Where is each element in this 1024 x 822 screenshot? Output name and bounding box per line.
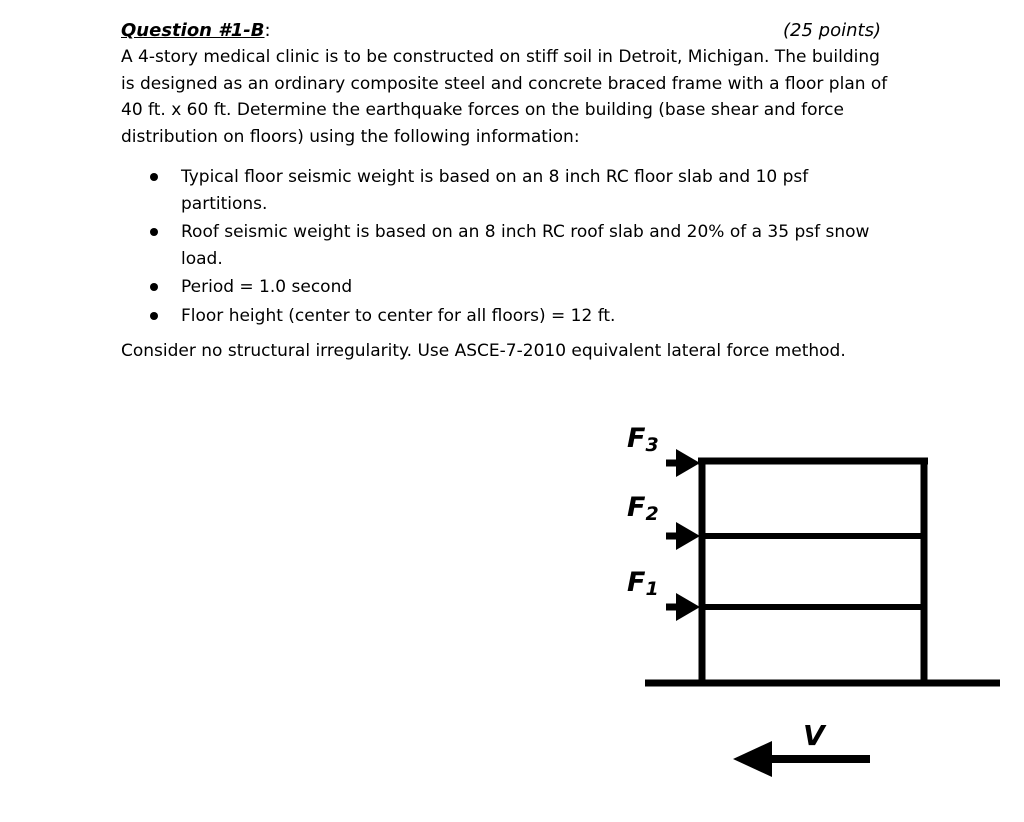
question-title: Question #1-B: [121, 20, 265, 41]
list-item-text: Period = 1.0 second: [181, 277, 353, 297]
label-f2: F2: [627, 492, 659, 525]
label-f3: F3: [627, 423, 659, 456]
list-item-text: Typical floor seismic weight is based on an 8 inch RC floor slab and 10 psf partitions.: [181, 167, 809, 214]
base-shear-arrow: [733, 741, 870, 777]
force-arrow-f2: [666, 522, 700, 550]
label-f1: F1: [627, 567, 659, 600]
list-item-text: Roof seismic weight is based on an 8 inch RC roof slab and 20% of a 35 psf snow load.: [181, 222, 870, 269]
closing-instruction: Consider no structural irregularity. Use ASCE-7-2010 equivalent lateral force method.: [121, 341, 846, 361]
question-points: (25 points): [783, 20, 881, 41]
list-item-text: Floor height (center to center for all floors) = 12 ft.: [181, 305, 616, 326]
force-arrow-f1: [666, 593, 700, 621]
question-colon: :: [264, 20, 271, 41]
force-arrow-f3: [666, 449, 700, 477]
label-base-shear: V: [803, 719, 825, 752]
problem-statement: A 4-story medical clinic is to be constructed on stiff soil in Detroit, Michigan. The building is designed as an ordinary composite steel and concrete braced frame with a floor plan of 40 ft. x 60 ft. Determine the earthquake forces on the building (base shear and force distribution on floors) using the following information:: [121, 47, 888, 147]
